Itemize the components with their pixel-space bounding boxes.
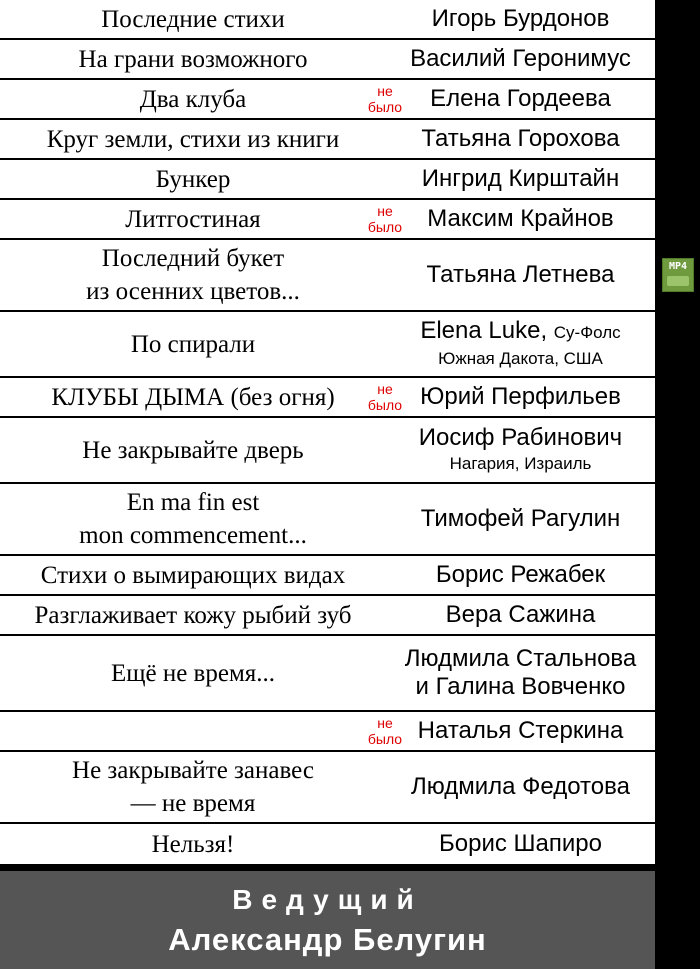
- author-name-text: Людмила Федотова: [411, 773, 630, 800]
- poem-title: КЛУБЫ ДЫМА (без огня): [51, 383, 335, 411]
- poem-title: Нельзя!: [151, 830, 235, 858]
- author-name-text: Иосиф Рабинович: [418, 424, 623, 451]
- author-name: [386, 317, 655, 347]
- author-name: [386, 165, 655, 193]
- author-name-text: Татьяна Летнева: [426, 261, 615, 288]
- author-cell: [386, 505, 655, 533]
- author-name-text: Игорь Бурдонов: [431, 5, 610, 32]
- table-row: [0, 712, 655, 752]
- film-strip-icon: [667, 276, 689, 286]
- table-row: [0, 200, 655, 240]
- absent-note: не было: [367, 381, 403, 413]
- author-name-text: Борис Режабек: [435, 561, 606, 588]
- poem-title: Последние стихи: [101, 5, 285, 33]
- table-row: [0, 80, 655, 120]
- author-name: [386, 261, 655, 289]
- mp4-label: MP4: [668, 261, 688, 272]
- table-row: [0, 752, 655, 824]
- table-row: [0, 160, 655, 200]
- table-row: [0, 556, 655, 596]
- table-row: [0, 40, 655, 80]
- author-name-text: Наталья Стеркина: [417, 717, 624, 744]
- table-row: [0, 378, 655, 418]
- table-row: [0, 824, 655, 866]
- author-name-text: Василий Геронимус: [410, 45, 631, 72]
- author-name-text: Ингрид Кирштайн: [421, 165, 620, 192]
- author-name: [386, 830, 655, 858]
- poem-title: Круг земли, стихи из книги: [46, 125, 340, 153]
- author-cell: [386, 45, 655, 73]
- poem-title: Литгостиная: [125, 205, 261, 233]
- poem-title: Последний букет из осенних цветов...: [86, 245, 300, 305]
- author-name: [386, 601, 655, 629]
- author-name: [386, 645, 655, 701]
- author-cell: [386, 5, 655, 33]
- host-role: Ведущий: [232, 884, 423, 915]
- absent-note: не было: [367, 83, 403, 115]
- poem-title: Разглаживает кожу рыбий зуб: [34, 601, 352, 629]
- author-name-text: Елена Гордеева: [430, 85, 611, 112]
- author-name: [386, 45, 655, 73]
- author-name-text: Борис Шапиро: [439, 830, 602, 857]
- host-footer: [0, 869, 655, 969]
- author-name: [386, 424, 655, 452]
- author-name: [386, 85, 655, 113]
- author-location: Нагария, Израиль: [449, 454, 592, 473]
- author-cell: [386, 383, 655, 411]
- table-row: [0, 0, 655, 40]
- table-row: [0, 240, 655, 312]
- table-row: [0, 312, 655, 378]
- author-name: [386, 383, 655, 411]
- author-name: [386, 5, 655, 33]
- author-name-text: Тимофей Рагулин: [420, 505, 621, 532]
- host-name: Александр Белугин: [168, 922, 487, 957]
- author-city: Су-Фолс: [553, 323, 621, 342]
- table-row: [0, 484, 655, 556]
- poem-title: Два клуба: [139, 85, 247, 113]
- mp4-video-icon[interactable]: [662, 258, 694, 292]
- author-name: [386, 205, 655, 233]
- table-row: [0, 120, 655, 160]
- table-row: [0, 636, 655, 712]
- author-cell: [386, 261, 655, 289]
- poem-title: Не закрывайте занавес — не время: [72, 757, 314, 817]
- author-name-text: Вера Сажина: [445, 601, 596, 628]
- author-name: [386, 561, 655, 589]
- absent-note: не было: [367, 715, 403, 747]
- author-cell: [386, 601, 655, 629]
- author-name: [386, 773, 655, 801]
- poem-title: По спирали: [130, 330, 256, 358]
- author-name-text: Elena Luke,: [420, 317, 548, 344]
- author-cell: [386, 717, 655, 745]
- author-cell: [386, 317, 655, 371]
- author-location: Южная Дакота, США: [438, 349, 603, 368]
- author-cell: [386, 85, 655, 113]
- author-name-text: Юрий Перфильев: [420, 383, 621, 410]
- poem-title: Стихи о вымирающих видах: [40, 561, 346, 589]
- poem-title: Ещё не время...: [110, 659, 276, 687]
- poem-title: Не закрывайте дверь: [82, 436, 304, 464]
- author-name-text: Татьяна Горохова: [421, 125, 620, 152]
- poem-title: Бункер: [155, 165, 231, 193]
- author-name: [386, 505, 655, 533]
- author-cell: [386, 424, 655, 476]
- table-row: [0, 596, 655, 636]
- absent-note: не было: [367, 203, 403, 235]
- author-cell: [386, 830, 655, 858]
- author-name-text: Людмила Стальнова и Галина Вовченко: [404, 645, 637, 700]
- table-row: [0, 418, 655, 484]
- author-cell: [386, 205, 655, 233]
- author-name: [386, 125, 655, 153]
- poem-title: En ma fin est mon commencement...: [79, 489, 307, 549]
- poem-title: На грани возможного: [78, 45, 308, 73]
- author-name: [386, 717, 655, 745]
- author-cell: [386, 773, 655, 801]
- author-cell: [386, 165, 655, 193]
- author-cell: [386, 125, 655, 153]
- author-cell: [386, 645, 655, 701]
- author-name-text: Максим Крайнов: [427, 205, 614, 232]
- author-cell: [386, 561, 655, 589]
